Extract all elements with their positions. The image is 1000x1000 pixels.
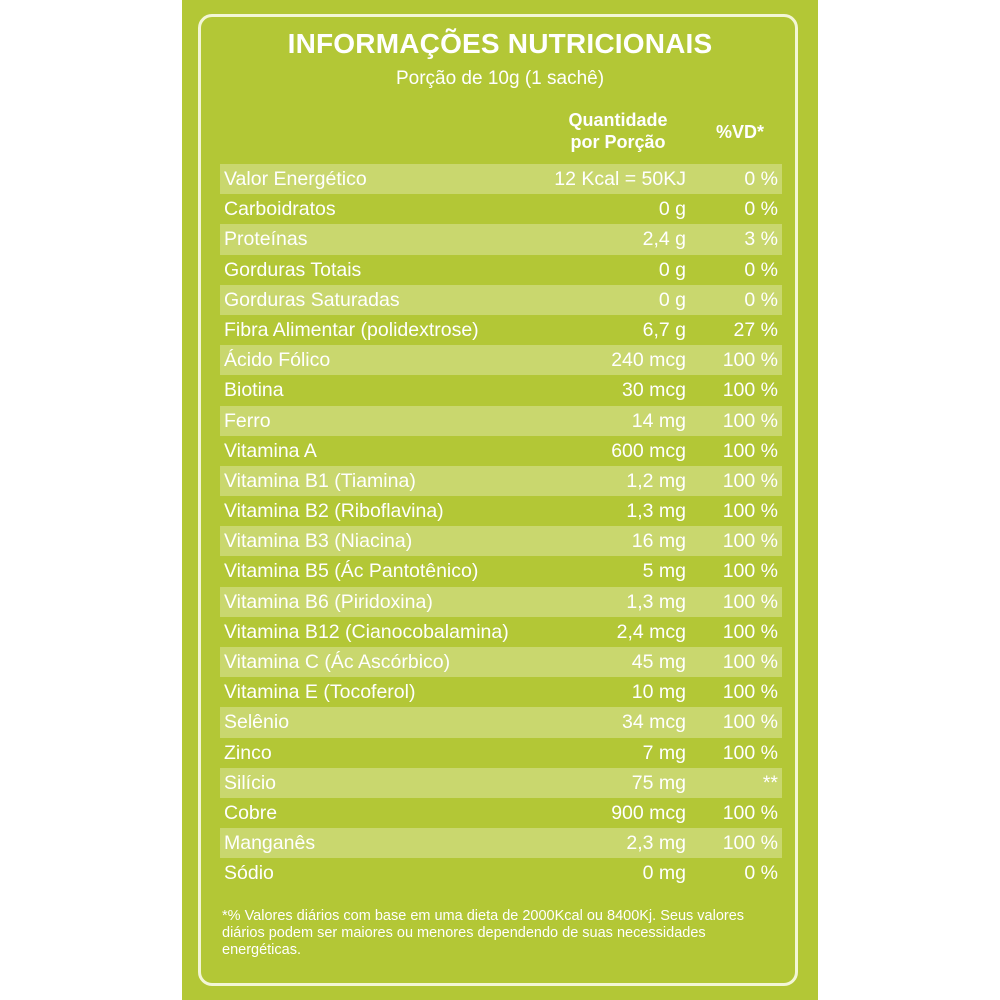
nutrient-name: Vitamina B1 (Tiamina) <box>224 469 416 492</box>
nutrient-name: Valor Energético <box>224 168 367 190</box>
nutrient-quantity: 6,7 g <box>642 318 686 341</box>
table-row <box>220 224 782 254</box>
nutrient-vd: 100 % <box>722 832 778 855</box>
nutrient-vd: 100 % <box>722 711 778 734</box>
nutrient-quantity: 0 g <box>658 258 686 281</box>
nutrient-name: Vitamina C (Ác Ascórbico) <box>224 651 451 673</box>
vd-column-header: %VD* <box>715 122 764 142</box>
quantity-header-line1: Quantidade <box>568 110 668 130</box>
table-row <box>220 406 782 436</box>
table-row <box>220 164 782 194</box>
nutrient-vd: 3 % <box>744 228 778 251</box>
table-row <box>220 587 782 617</box>
nutrient-quantity: 1,3 mg <box>626 500 686 523</box>
nutrient-name: Vitamina B5 (Ác Pantotênico) <box>224 560 479 583</box>
nutrient-vd: 100 % <box>722 620 778 643</box>
table-row <box>220 526 782 556</box>
nutrient-vd: 100 % <box>722 560 778 583</box>
nutrient-vd: 0 % <box>744 288 778 311</box>
serving-size: Porção de 10g (1 sachê) <box>395 68 605 89</box>
quantity-column-header <box>548 109 688 153</box>
nutrient-name: Proteínas <box>224 228 308 251</box>
nutrient-quantity: 0 g <box>658 288 686 311</box>
nutrient-quantity: 14 mg <box>631 409 686 432</box>
nutrient-vd: 100 % <box>722 590 778 613</box>
nutrient-name: Gorduras Totais <box>224 258 362 281</box>
nutrition-table <box>220 164 782 889</box>
footnote: *% Valores diários com base em uma dieta de 2000Kcal ou 8400Kj. Seus valores diários podem ser maiores ou menores dependendo de suas necessidades energéticas. <box>222 908 745 958</box>
nutrient-quantity: 1,2 mg <box>626 469 686 492</box>
nutrient-name: Biotina <box>224 379 284 402</box>
nutrient-quantity: 12 Kcal = 50KJ <box>554 168 686 190</box>
nutrient-name: Zinco <box>224 741 272 764</box>
table-row <box>220 707 782 737</box>
nutrient-quantity: 75 mg <box>631 771 686 794</box>
nutrient-vd: ** <box>762 771 778 794</box>
nutrient-name: Vitamina A <box>224 439 317 462</box>
nutrient-quantity: 1,3 mg <box>626 590 686 613</box>
nutrient-vd: 100 % <box>722 469 778 492</box>
table-row <box>220 255 782 285</box>
nutrient-name: Cobre <box>224 801 278 824</box>
table-row <box>220 436 782 466</box>
nutrient-vd: 0 % <box>744 258 778 281</box>
nutrient-quantity: 0 g <box>658 198 686 221</box>
nutrient-vd: 100 % <box>722 681 778 704</box>
nutrient-vd: 27 % <box>733 318 778 341</box>
nutrient-vd: 100 % <box>722 801 778 824</box>
nutrient-vd: 100 % <box>722 741 778 764</box>
nutrient-quantity: 10 mg <box>631 681 686 704</box>
nutrient-vd: 0 % <box>744 198 778 221</box>
nutrient-name: Vitamina E (Tocoferol) <box>224 681 416 704</box>
nutrient-quantity: 0 mg <box>642 862 686 885</box>
nutrient-name: Manganês <box>224 832 316 855</box>
nutrient-quantity: 16 mg <box>631 530 686 553</box>
table-row <box>220 194 782 224</box>
nutrient-quantity: 2,4 mcg <box>616 620 686 643</box>
nutrient-name: Vitamina B12 (Cianocobalamina) <box>224 620 509 643</box>
nutrient-name: Ácido Fólico <box>224 349 331 372</box>
nutrient-name: Vitamina B2 (Riboflavina) <box>224 500 444 523</box>
table-row <box>220 647 782 677</box>
nutrient-name: Selênio <box>224 711 290 734</box>
nutrient-quantity: 7 mg <box>642 741 686 764</box>
table-row <box>220 556 782 586</box>
nutrient-quantity: 2,4 g <box>642 228 686 251</box>
nutrient-vd: 100 % <box>722 349 778 372</box>
table-row <box>220 677 782 707</box>
nutrient-vd: 100 % <box>722 409 778 432</box>
nutrient-vd: 100 % <box>722 439 778 462</box>
table-row <box>220 617 782 647</box>
table-row <box>220 315 782 345</box>
nutrient-name: Gorduras Saturadas <box>224 288 400 311</box>
nutrient-vd: 100 % <box>722 530 778 553</box>
nutrient-quantity: 30 mcg <box>622 379 686 402</box>
nutrient-vd: 100 % <box>722 651 778 673</box>
nutrient-quantity: 900 mcg <box>611 801 686 824</box>
page-title: INFORMAÇÕES NUTRICIONAIS <box>287 28 713 59</box>
nutrient-vd: 100 % <box>722 500 778 523</box>
table-row <box>220 828 782 858</box>
nutrient-name: Vitamina B6 (Piridoxina) <box>224 590 433 613</box>
table-row <box>220 738 782 768</box>
table-row <box>220 496 782 526</box>
nutrient-name: Silício <box>224 771 277 794</box>
table-row <box>220 858 782 888</box>
nutrient-quantity: 34 mcg <box>622 711 686 734</box>
nutrient-name: Carboidratos <box>224 198 336 221</box>
nutrient-quantity: 45 mg <box>631 651 686 673</box>
table-row <box>220 285 782 315</box>
table-row <box>220 466 782 496</box>
table-row <box>220 375 782 405</box>
nutrient-name: Sódio <box>224 862 274 885</box>
nutrient-name: Fibra Alimentar (polidextrose) <box>224 318 479 341</box>
nutrient-vd: 0 % <box>744 168 778 190</box>
nutrient-quantity: 5 mg <box>642 560 686 583</box>
nutrient-vd: 0 % <box>744 862 778 885</box>
nutrient-quantity: 2,3 mg <box>626 832 686 855</box>
nutrient-vd: 100 % <box>722 379 778 402</box>
nutrient-quantity: 240 mcg <box>611 349 686 372</box>
table-row <box>220 345 782 375</box>
table-row <box>220 798 782 828</box>
nutrient-name: Vitamina B3 (Niacina) <box>224 530 413 553</box>
table-row <box>220 768 782 798</box>
nutrient-quantity: 600 mcg <box>611 439 686 462</box>
quantity-header-line2: por Porção <box>570 132 666 152</box>
nutrient-name: Ferro <box>224 409 271 432</box>
